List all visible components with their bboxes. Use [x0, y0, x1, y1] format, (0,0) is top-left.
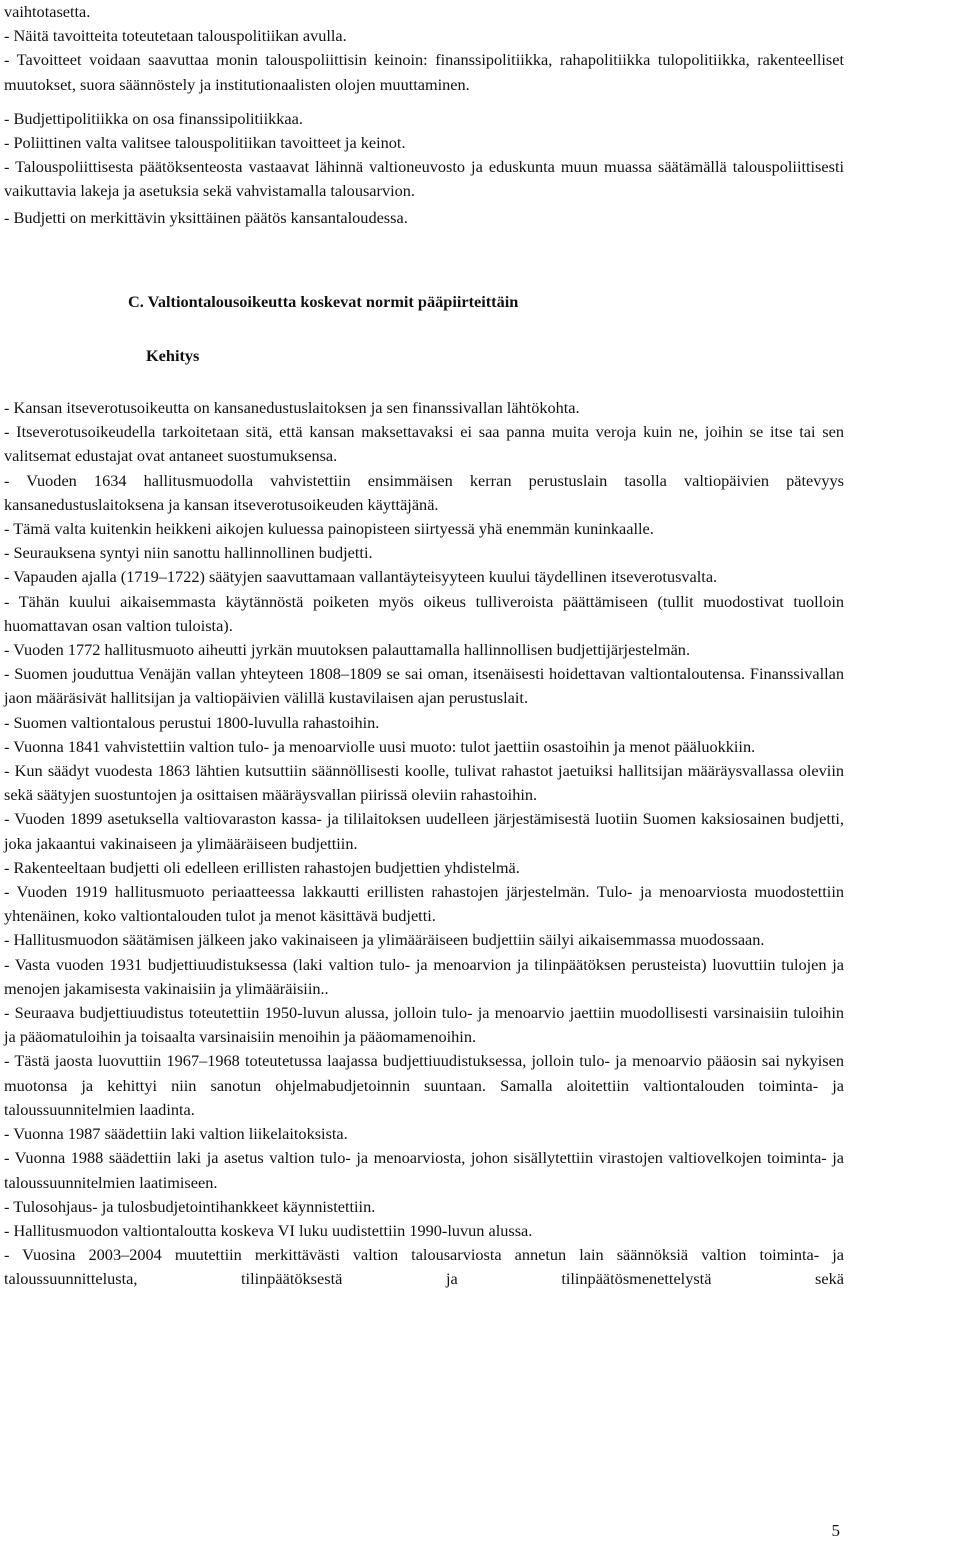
paragraph: - Hallitusmuodon säätämisen jälkeen jako vakinaiseen ja ylimääräiseen budjettiin säilyi aikaisemmassa muodossaan. — [4, 930, 765, 950]
paragraph: vaihtotasetta. — [4, 2, 91, 21]
paragraph: - Suomen jouduttua Venäjän vallan yhteyteen 1808–1809 se sai oman, itsenäisesti hoidettavan valtiontaloutensa. Finanssivallan jaon määräsivät hallitsijan ja valtiopäivien välillä kustavilaisen ajan perustuslait. — [4, 664, 844, 708]
paragraph: - Budjettipolitiikka on osa finanssipolitiikkaa. — [4, 108, 303, 128]
paragraph: - Vuoden 1772 hallitusmuoto aiheutti jyrkän muutoksen palauttamalla hallinnollisen budjettijärjestelmän. — [4, 640, 691, 660]
paragraph: - Itseverotusoikeudella tarkoitetaan sitä, että kansan maksettavaksi ei saa panna muita veroja kuin ne, joihin se itse tai sen valitsemat edustajat ovat antaneet suostumuksensa. — [4, 422, 844, 466]
paragraph: - Kansan itseverotusoikeutta on kansanedustuslaitoksen ja sen finanssivallan lähtökohta. — [4, 398, 580, 417]
top-section — [4, 0, 844, 230]
paragraph: - Vasta vuoden 1931 budjettiuudistuksessa (laki valtion tulo- ja menoarvion ja tilinpäätöksen perusteista) luovuttiin tulojen ja menojen jakamisesta vakinaisiin ja ylimääräisiin.. — [4, 954, 844, 998]
paragraph: - Vuosina 2003–2004 muutettiin merkittävästi valtion talousarviosta annetun lain säännöksiä valtion toiminta- ja taloussuunnittelusta, tilinpäätöksestä ja tilinpäätösmenettelystä sekä — [4, 1245, 844, 1289]
page-number: 5 — [831, 1521, 840, 1540]
section-heading: C. Valtiontalousoikeutta koskevat normit pääpiirteittäin — [128, 292, 519, 311]
paragraph: - Tästä jaosta luovuttiin 1967–1968 toteutetussa laajassa budjettiuudistuksessa, jolloin tulo- ja menoarvio pääosin sai nykyisen muotonsa ja kehittyi niin sanotun ohjelmabudjetoinnin suuntaan. Samalla aloitettiin valtiontalouden toiminta- ja taloussuunnitelmien laadinta. — [4, 1051, 844, 1119]
subheading: Kehitys — [146, 346, 200, 365]
paragraph: - Rakenteeltaan budjetti oli edelleen erillisten rahastojen budjettien yhdistelmä. — [4, 857, 520, 877]
paragraph: - Tähän kuului aikaisemmasta käytännöstä poiketen myös oikeus tulliveroista päättämiseen (tullit muodostivat tuolloin huomattavan osan valtion tuloista). — [4, 591, 844, 635]
paragraph: - Tavoitteet voidaan saavuttaa monin talouspoliittisin keinoin: finanssipolitiikka, rahapolitiikka tulopolitiikka, rakenteelliset muutokset, suora säännöstely ja institutionaalisten olojen muuttaminen. — [4, 50, 844, 94]
paragraph: - Seurauksena syntyi niin sanottu hallinnollinen budjetti. — [4, 543, 373, 563]
paragraph: - Hallitusmuodon valtiontaloutta koskeva VI luku uudistettiin 1990-luvun alussa. — [4, 1220, 533, 1240]
body-section — [4, 396, 844, 1292]
paragraph: - Vapauden ajalla (1719–1722) säätyjen saavuttamaan vallantäyteisyyteen kuului täydellinen itseverotusvalta. — [4, 567, 718, 587]
paragraph: - Budjetti on merkittävin yksittäinen päätös kansantaloudessa. — [4, 207, 408, 227]
paragraph: - Vuoden 1899 asetuksella valtiovaraston kassa- ja tililaitoksen uudelleen järjestämisestä luotiin Suomen kaksiosainen budjetti, joka jakaantui vakinaiseen ja ylimääräiseen budjettiin. — [4, 809, 844, 853]
paragraph: - Seuraava budjettiuudistus toteutettiin 1950-luvun alussa, jolloin tulo- ja menoarvio jaettiin muodollisesti varsinaisiin tuloihin ja pääomatuloihin ja toisaalta varsinaisiin menoihin ja pääomamenoihin. — [4, 1003, 844, 1047]
paragraph: - Vuoden 1634 hallitusmuodolla vahvistettiin ensimmäisen kerran perustuslain tasolla valtiopäivien pätevyys kansanedustuslaitoksena ja kansan itseverotusoikeuden käyttäjänä. — [4, 470, 844, 514]
paragraph: - Vuonna 1987 säädettiin laki valtion liikelaitoksista. — [4, 1124, 348, 1144]
paragraph: - Tulosohjaus- ja tulosbudjetointihankkeet käynnistettiin. — [4, 1196, 376, 1216]
paragraph: - Vuonna 1841 vahvistettiin valtion tulo- ja menoarviolle uusi muoto: tulot jaettiin osastoihin ja menot pääluokkiin. — [4, 736, 756, 756]
paragraph: - Kun säädyt vuodesta 1863 lähtien kutsuttiin säännöllisesti koolle, tulivat rahastot jaetuiksi hallitsijan määräysvallassa oleviin sekä säätyjen suostuntojen ja osittaisen määräysvallan piirissä oleviin rahastoihin. — [4, 761, 844, 805]
paragraph: - Talouspoliittisesta päätöksenteosta vastaavat lähinnä valtioneuvosto ja eduskunta muun muassa säätämällä talouspoliittisesti vaikuttavia lakeja ja asetuksia sekä vahvistamalla talousarvion. — [4, 157, 844, 201]
paragraph: - Näitä tavoitteita toteutetaan talouspolitiikan avulla. — [4, 26, 347, 46]
paragraph: - Vuoden 1919 hallitusmuoto periaatteessa lakkautti erillisten rahastojen järjestelmän. Tulo- ja menoarviosta muodostettiin yhtenäinen, koko valtiontalouden tulot ja menot käsittävä budjetti. — [4, 882, 844, 926]
paragraph: - Tämä valta kuitenkin heikkeni aikojen kuluessa painopisteen siirtyessä yhä enemmän kuninkaalle. — [4, 519, 654, 539]
paragraph: - Vuonna 1988 säädettiin laki ja asetus valtion tulo- ja menoarviosta, johon sisällytettiin virastojen valtiovelkojen toiminta- ja taloussuunnitelmien laatimiseen. — [4, 1148, 844, 1192]
paragraph: - Poliittinen valta valitsee talouspolitiikan tavoitteet ja keinot. — [4, 133, 406, 153]
paragraph: - Suomen valtiontalous perustui 1800-luvulla rahastoihin. — [4, 712, 380, 732]
